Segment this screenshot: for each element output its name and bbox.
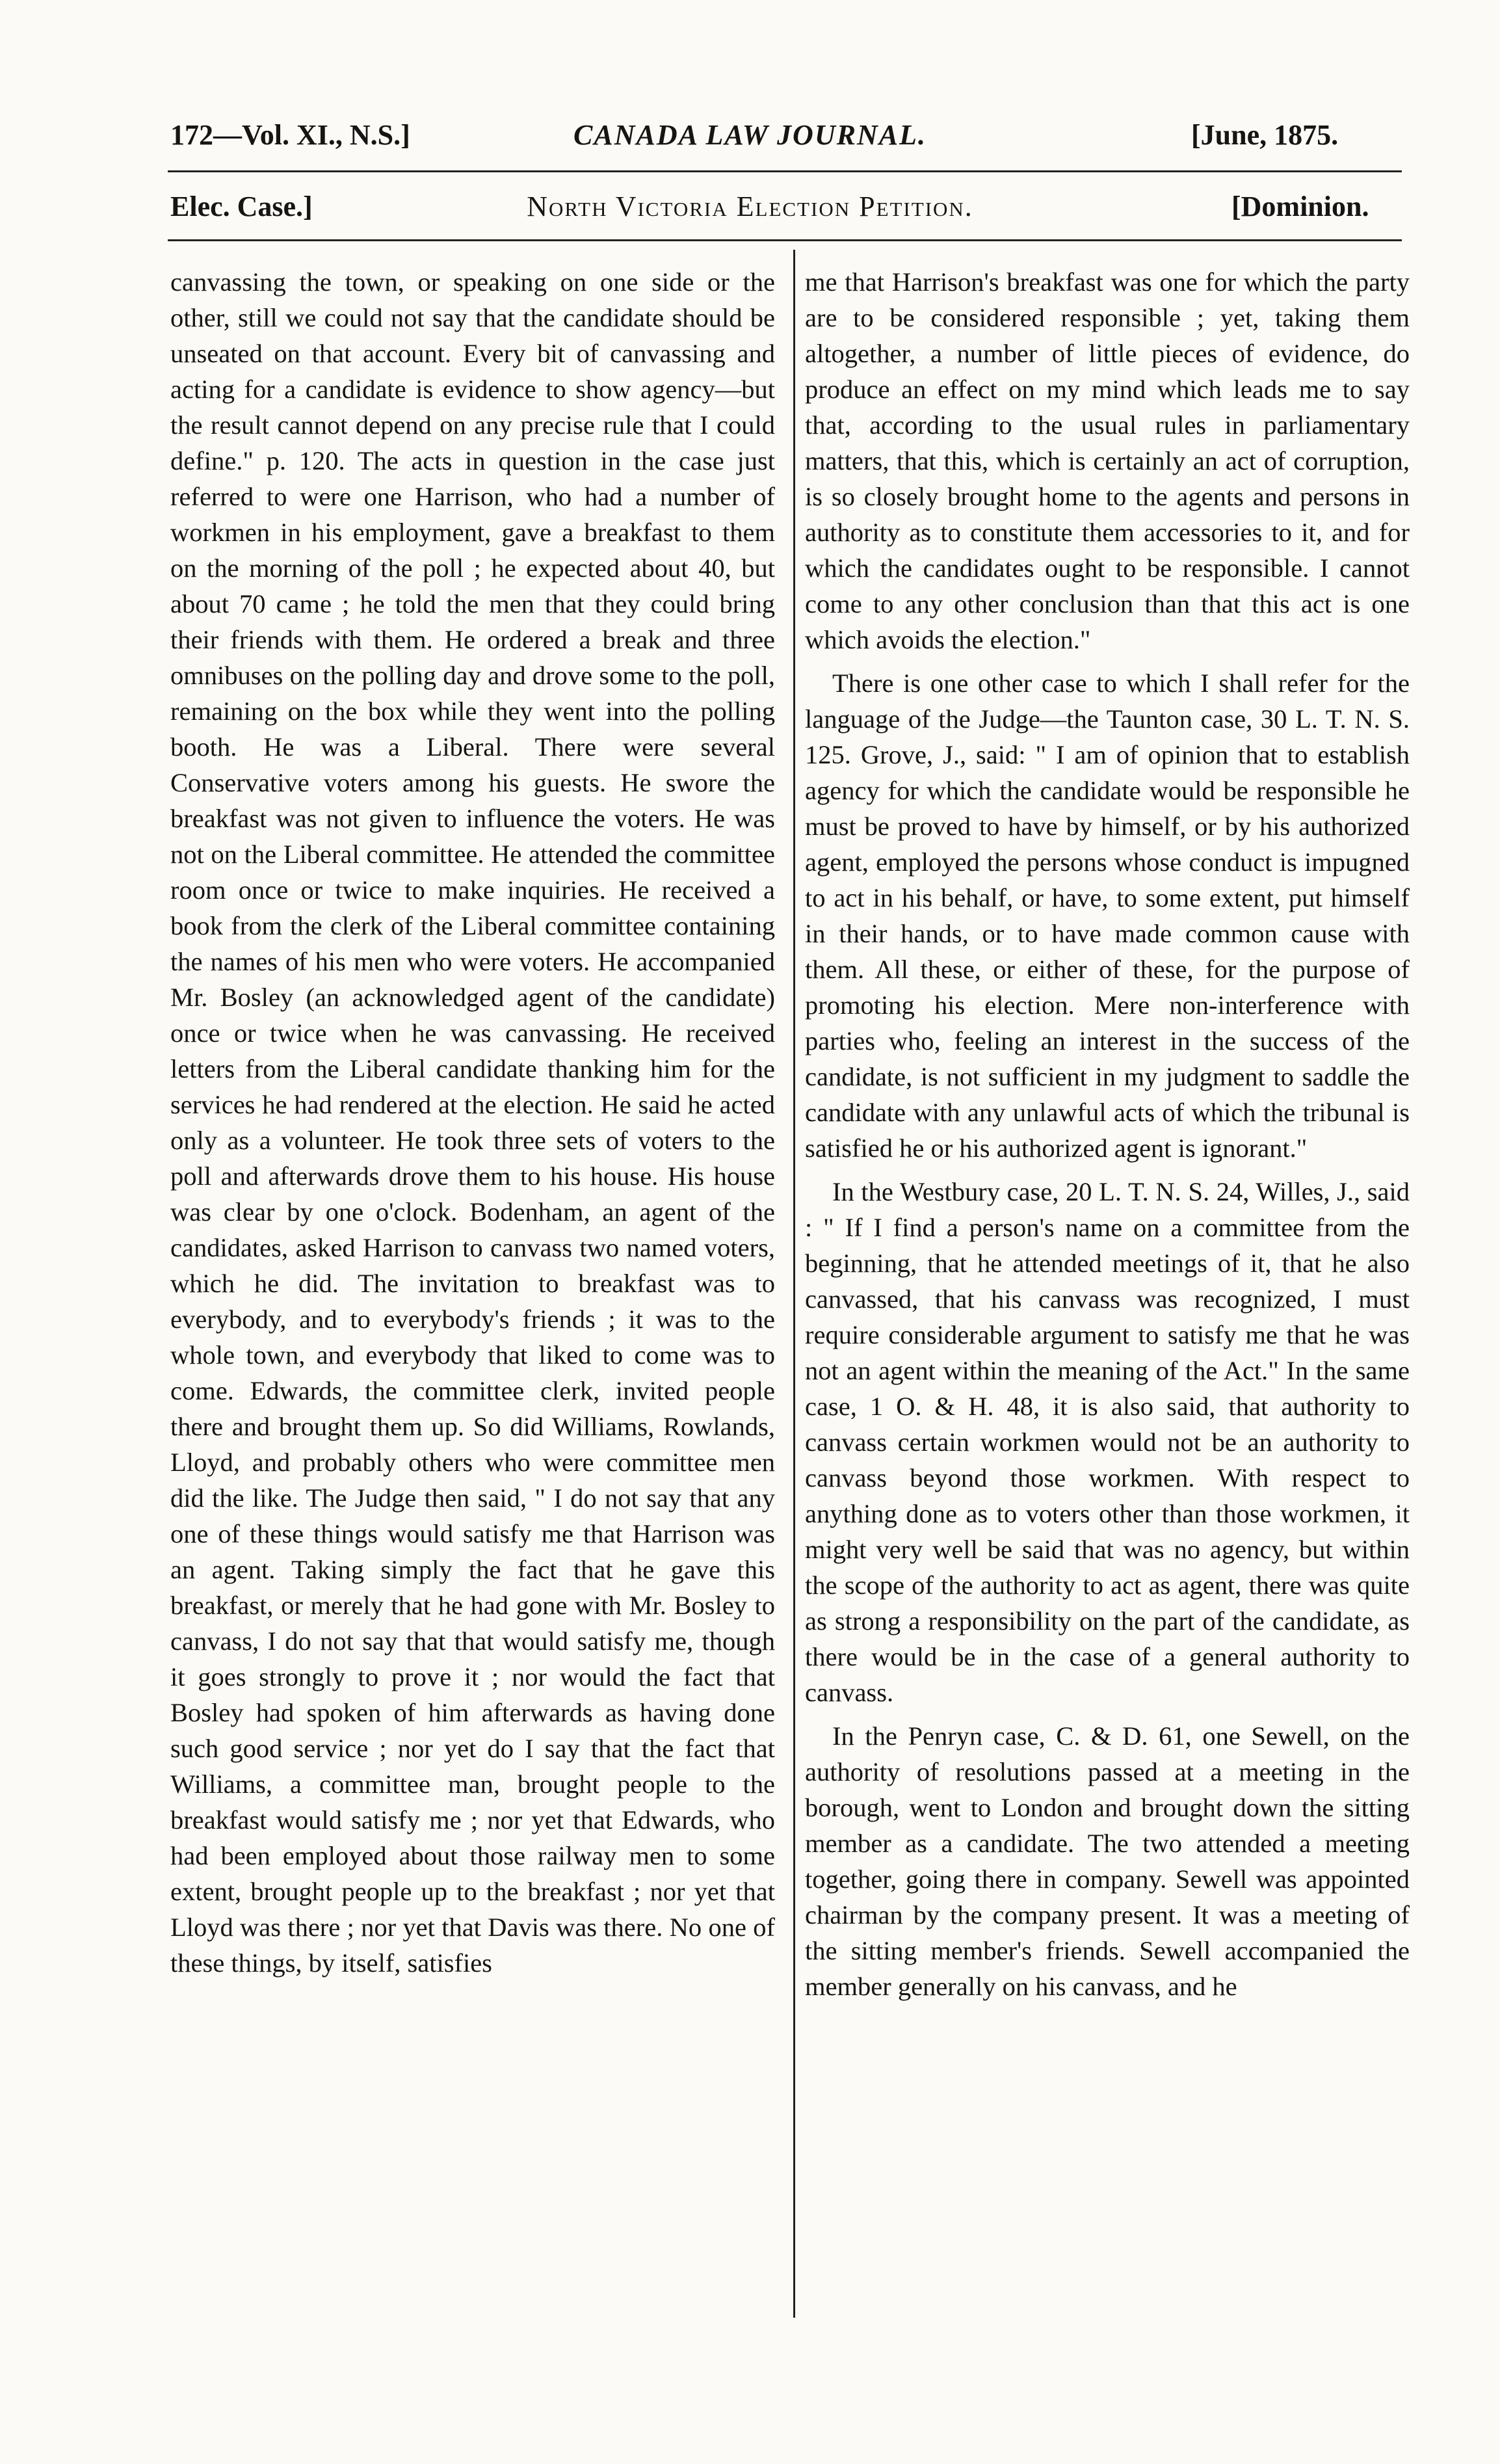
right-column	[805, 264, 1410, 2004]
paragraph: me that Harrison's breakfast was one for which the party are to be considered responsible ; yet, taking them altogether, a number of little pieces of evidence, do produce an effect on my mind which leads me to say that, according to the usual rules in parliamentary matters, that this, which is certainly an act of corruption, is so closely brought home to the agents and persons in authority as to constitute them accessories to it, and for which the candidates ought to be responsible. I cannot come to any other conclusion than that this act is one which avoids the election."	[805, 267, 1410, 654]
paragraph: There is one other case to which I shall refer for the language of the Judge—the Taunton case, 30 L. T. N. S. 125. Grove, J., said: " I am of opinion that to establish agency for which the candidate would be responsible he must be proved to have by himself, or by his authorized agent, employed the persons whose conduct is impugned to act in his behalf, or have, to some extent, put himself in their hands, or to have made common cause with them. All these, or either of these, for the purpose of promoting his election. Mere non-interference with parties who, feeling an interest in the success of the candidate, is not sufficient in my judgment to saddle the candidate with any unlawful acts of which the tribunal is satisfied he or his authorized agent is ignorant."	[805, 669, 1410, 1163]
left-column	[170, 264, 775, 1981]
header-rule-top	[168, 170, 1402, 172]
paragraph: In the Westbury case, 20 L. T. N. S. 24, Willes, J., said : " If I find a person's name on a committee from the beginning, that he attended meetings of it, that he also canvassed, that his canvass was recognized, I must require considerable argument to satisfy me that he was not an agent within the meaning of the Act." In the same case, 1 O. & H. 48, it is also said, that authority to canvass certain workmen would not be an authority to canvass beyond those workmen. With respect to anything done as to voters other than those workmen, it might very well be said that was no agency, but within the scope of the authority to act as agent, there was quite as strong a responsibility on the part of the candidate, as there would be in the case of a general authority to canvass.	[805, 1177, 1410, 1707]
case-title: North Victoria Election Petition.	[527, 191, 973, 222]
journal-title: CANADA LAW JOURNAL.	[573, 119, 927, 151]
header-rule-bottom	[168, 239, 1402, 241]
column-divider	[793, 250, 795, 2318]
court-label: [Dominion.	[1231, 191, 1369, 222]
page-volume: 172—Vol. XI., N.S.]	[170, 119, 410, 151]
section-label: Elec. Case.]	[170, 191, 313, 222]
issue-date: [June, 1875.	[1191, 119, 1339, 151]
paragraph: In the Penryn case, C. & D. 61, one Sewell, on the authority of resolutions passed at a meeting in the borough, went to London and brought down the sitting member as a candidate. The two attended a meeting together, going there in company. Sewell was appointed chairman by the company present. It was a meeting of the sitting member's friends. Sewell accompanied the member generally on his canvass, and he	[805, 1721, 1410, 2001]
paragraph: canvassing the town, or speaking on one side or the other, still we could not say that the candidate should be unseated on that account. Every bit of canvassing and acting for a candidate is evidence to show agency—but the result cannot depend on any precise rule that I could define." p. 120. The acts in question in the case just referred to were one Harrison, who had a number of workmen in his employment, gave a breakfast to them on the morning of the poll ; he expected about 40, but about 70 came ; he told the men that they could bring their friends with them. He ordered a break and three omnibuses on the polling day and drove some to the poll, remaining on the box while they went into the polling booth. He was a Liberal. There were several Conservative voters among his guests. He swore the breakfast was not given to influence the voters. He was not on the Liberal committee. He attended the committee room once or twice to make inquiries. He received a book from the clerk of the Liberal committee containing the names of his men who were voters. He accompanied Mr. Bosley (an acknowledged agent of the candidate) once or twice when he was canvassing. He received letters from the Liberal candidate thanking him for the services he had rendered at the election. He said he acted only as a volunteer. He took three sets of voters to the poll and afterwards drove them to his house. His house was clear by one o'clock. Bodenham, an agent of the candidates, asked Harrison to canvass two named voters, which he did. The invitation to breakfast was to everybody, and to everybody's friends ; it was to the whole town, and everybody that liked to come was to come. Edwards, the committee clerk, invited people there and brought them up. So did Williams, Rowlands, Lloyd, and probably others who were committee men did the like. The Judge then said, " I do not say that any one of these things would satisfy me that Harrison was an agent. Taking simply the fact that he gave this breakfast, or merely that he had gone with Mr. Bosley to canvass, I do not say that that would satisfy me, though it goes strongly to prove it ; nor would the fact that Bosley had spoken of him afterwards as having done such good service ; nor yet do I say that the fact that Williams, a committee man, brought people to the breakfast would satisfy me ; nor yet that Edwards, who had been employed about those railway men to some extent, brought people up to the breakfast ; nor yet that Lloyd was there ; nor yet that Davis was there. No one of these things, by itself, satisfies	[170, 267, 775, 1978]
